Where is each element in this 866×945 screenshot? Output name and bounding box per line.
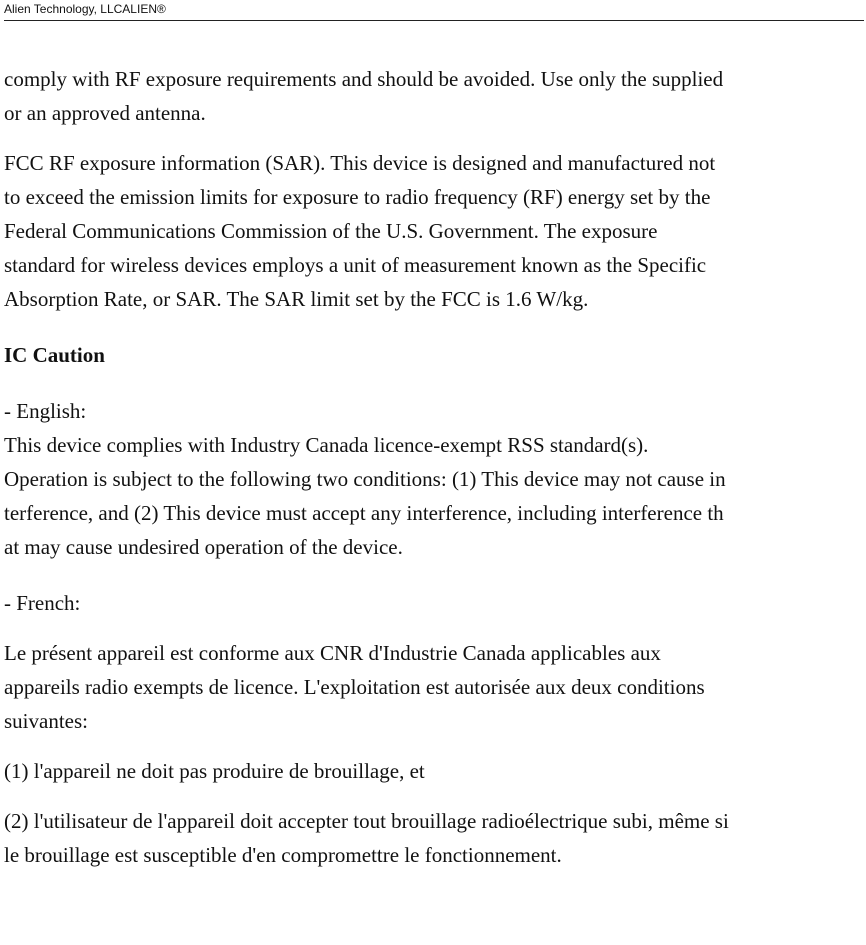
french-condition-2 [4,804,866,872]
text-line: appareils radio exempts de licence. L'exploitation est autorisée aux deux conditions [4,675,705,699]
text-line: suivantes: [4,709,88,733]
page-header [4,0,864,21]
text-line: to exceed the emission limits for exposure to radio frequency (RF) energy set by the [4,185,711,209]
english-label: - English: [4,399,87,423]
text-line: at may cause undesired operation of the device. [4,535,403,559]
paragraph-english [4,428,866,564]
text-line: Le présent appareil est conforme aux CNR d'Industrie Canada applicables aux [4,641,661,665]
french-label: - French: [4,591,81,615]
paragraph-sar-info [4,146,866,316]
text-line: terference, and (2) This device must accept any interference, including interference th [4,501,724,525]
text-line: standard for wireless devices employs a unit of measurement known as the Specific [4,253,707,277]
text-line: Operation is subject to the following two conditions: (1) This device may not cause in [4,467,726,491]
french-condition-1: (1) l'appareil ne doit pas produire de brouillage, et [4,759,425,783]
document-body [4,62,866,872]
text-line: This device complies with Industry Canada licence-exempt RSS standard(s). [4,433,649,457]
text-line: (2) l'utilisateur de l'appareil doit accepter tout brouillage radioélectrique subi, même si [4,809,729,833]
text-line: FCC RF exposure information (SAR). This device is designed and manufactured not [4,151,716,175]
header-company-name: Alien Technology, LLCALIEN® [4,2,166,16]
text-line: comply with RF exposure requirements and should be avoided. Use only the supplied [4,67,724,91]
text-line: Federal Communications Commission of the U.S. Government. The exposure [4,219,658,243]
text-line: or an approved antenna. [4,101,206,125]
section-heading-ic-caution: IC Caution [4,343,105,367]
text-line: Absorption Rate, or SAR. The SAR limit set by the FCC is 1.6 W/kg. [4,287,589,311]
text-line: le brouillage est susceptible d'en compromettre le fonctionnement. [4,843,562,867]
paragraph-rf-exposure [4,62,866,130]
paragraph-french [4,636,866,738]
